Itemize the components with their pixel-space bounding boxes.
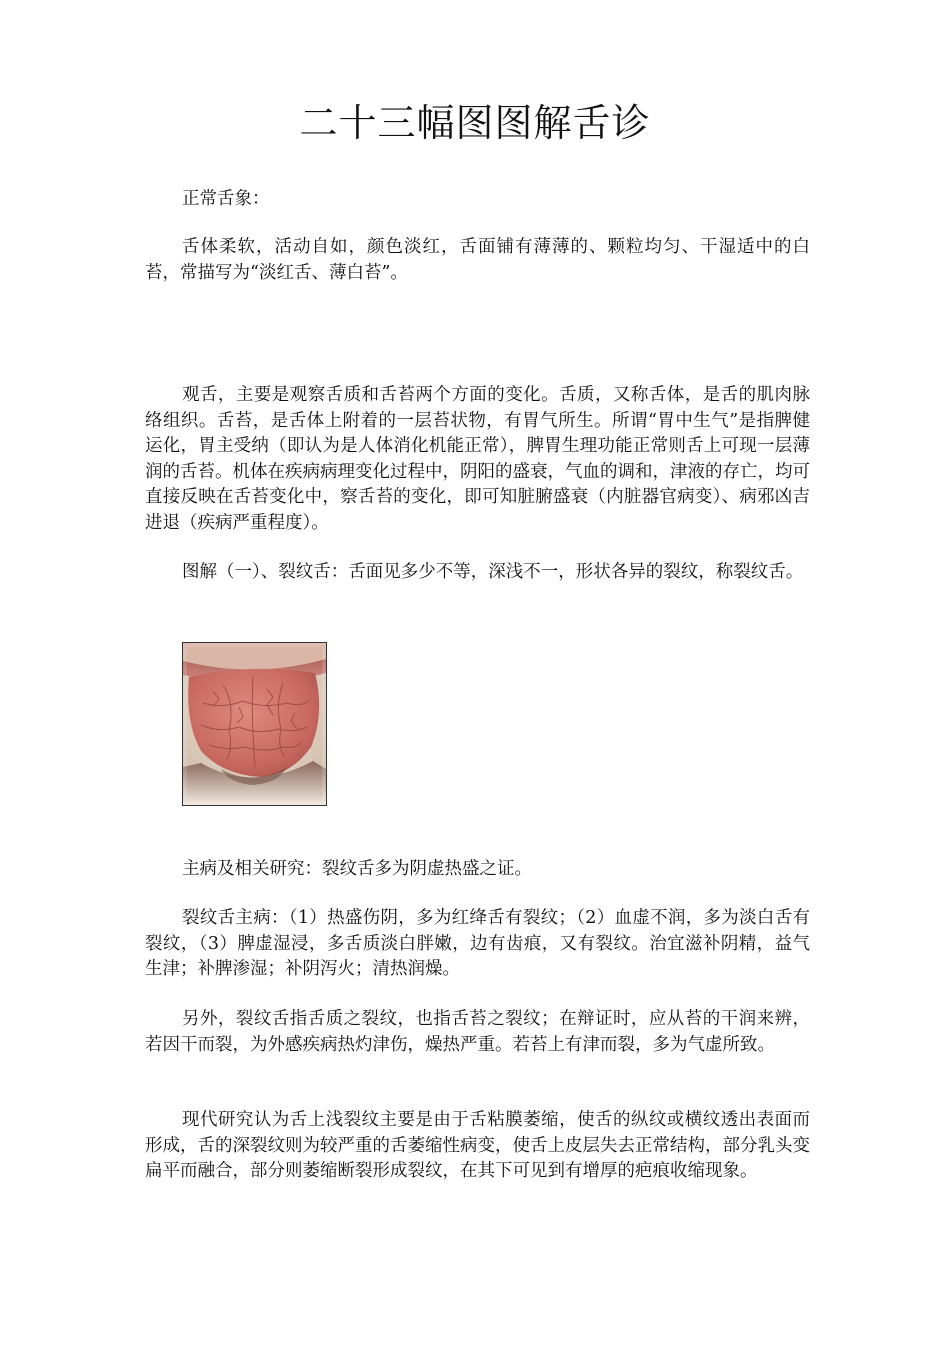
- fissured-tongue-photo: [182, 642, 327, 806]
- page-title: 二十三幅图图解舌诊: [299, 101, 651, 145]
- fissure-differentiation: 另外，裂纹舌指舌质之裂纹，也指舌苔之裂纹；在辩证时，应从苔的干润来辨，若因干而裂，为外感疾病热灼津伤，燥热严重。若苔上有津而裂，多为气虚所致。: [145, 1009, 810, 1055]
- figure1-caption: 图解（一）、裂纹舌：舌面见多少不等，深浅不一，形状各异的裂纹，称裂纹舌。: [182, 562, 804, 582]
- normal-tongue-description: 舌体柔软，活动自如，颜色淡红，舌面铺有薄薄的、颗粒均匀、干湿适中的白苔，常描写为“淡红舌、薄白苔”。: [145, 237, 810, 283]
- modern-research: 现代研究认为舌上浅裂纹主要是由于舌粘膜萎缩，使舌的纵纹或横纹透出表面而形成，舌的深裂纹则为较严重的舌萎缩性病变，使舌上皮层失去正常结构，部分乳头变扁平而融合，部分则萎缩断裂形成裂纹，在其下可见到有增厚的疤痕收缩现象。: [145, 1110, 810, 1181]
- main-disease-research: 主病及相关研究：裂纹舌多为阴虚热盛之证。: [182, 859, 532, 879]
- normal-tongue-heading: 正常舌象：: [182, 189, 270, 209]
- tongue-observation-intro: 观舌，主要是观察舌质和舌苔两个方面的变化。舌质，又称舌体，是舌的肌肉脉络组织。舌苔，是舌体上附着的一层苔状物，有胃气所生。所谓“胃中生气”是指脾健运化，胃主受纳（即认为是人体消化机能正常），脾胃生理功能正常则舌上可现一层薄润的舌苔。机体在疾病病理变化过程中，阴阳的盛衰，气血的调和，津液的存亡，均可直接反映在舌苔变化中，察舌苔的变化，即可知脏腑盛衰（内脏器官病变）、病邪凶吉进退（疾病严重程度）。: [145, 385, 810, 533]
- fissured-tongue-indications: 裂纹舌主病：（1）热盛伤阴，多为红绛舌有裂纹；（2）血虚不润，多为淡白舌有裂纹，（3）脾虚湿浸，多舌质淡白胖嫩，边有齿痕，又有裂纹。治宜滋补阴精，益气生津；补脾渗湿；补阴泻火；清热润燥。: [145, 908, 810, 979]
